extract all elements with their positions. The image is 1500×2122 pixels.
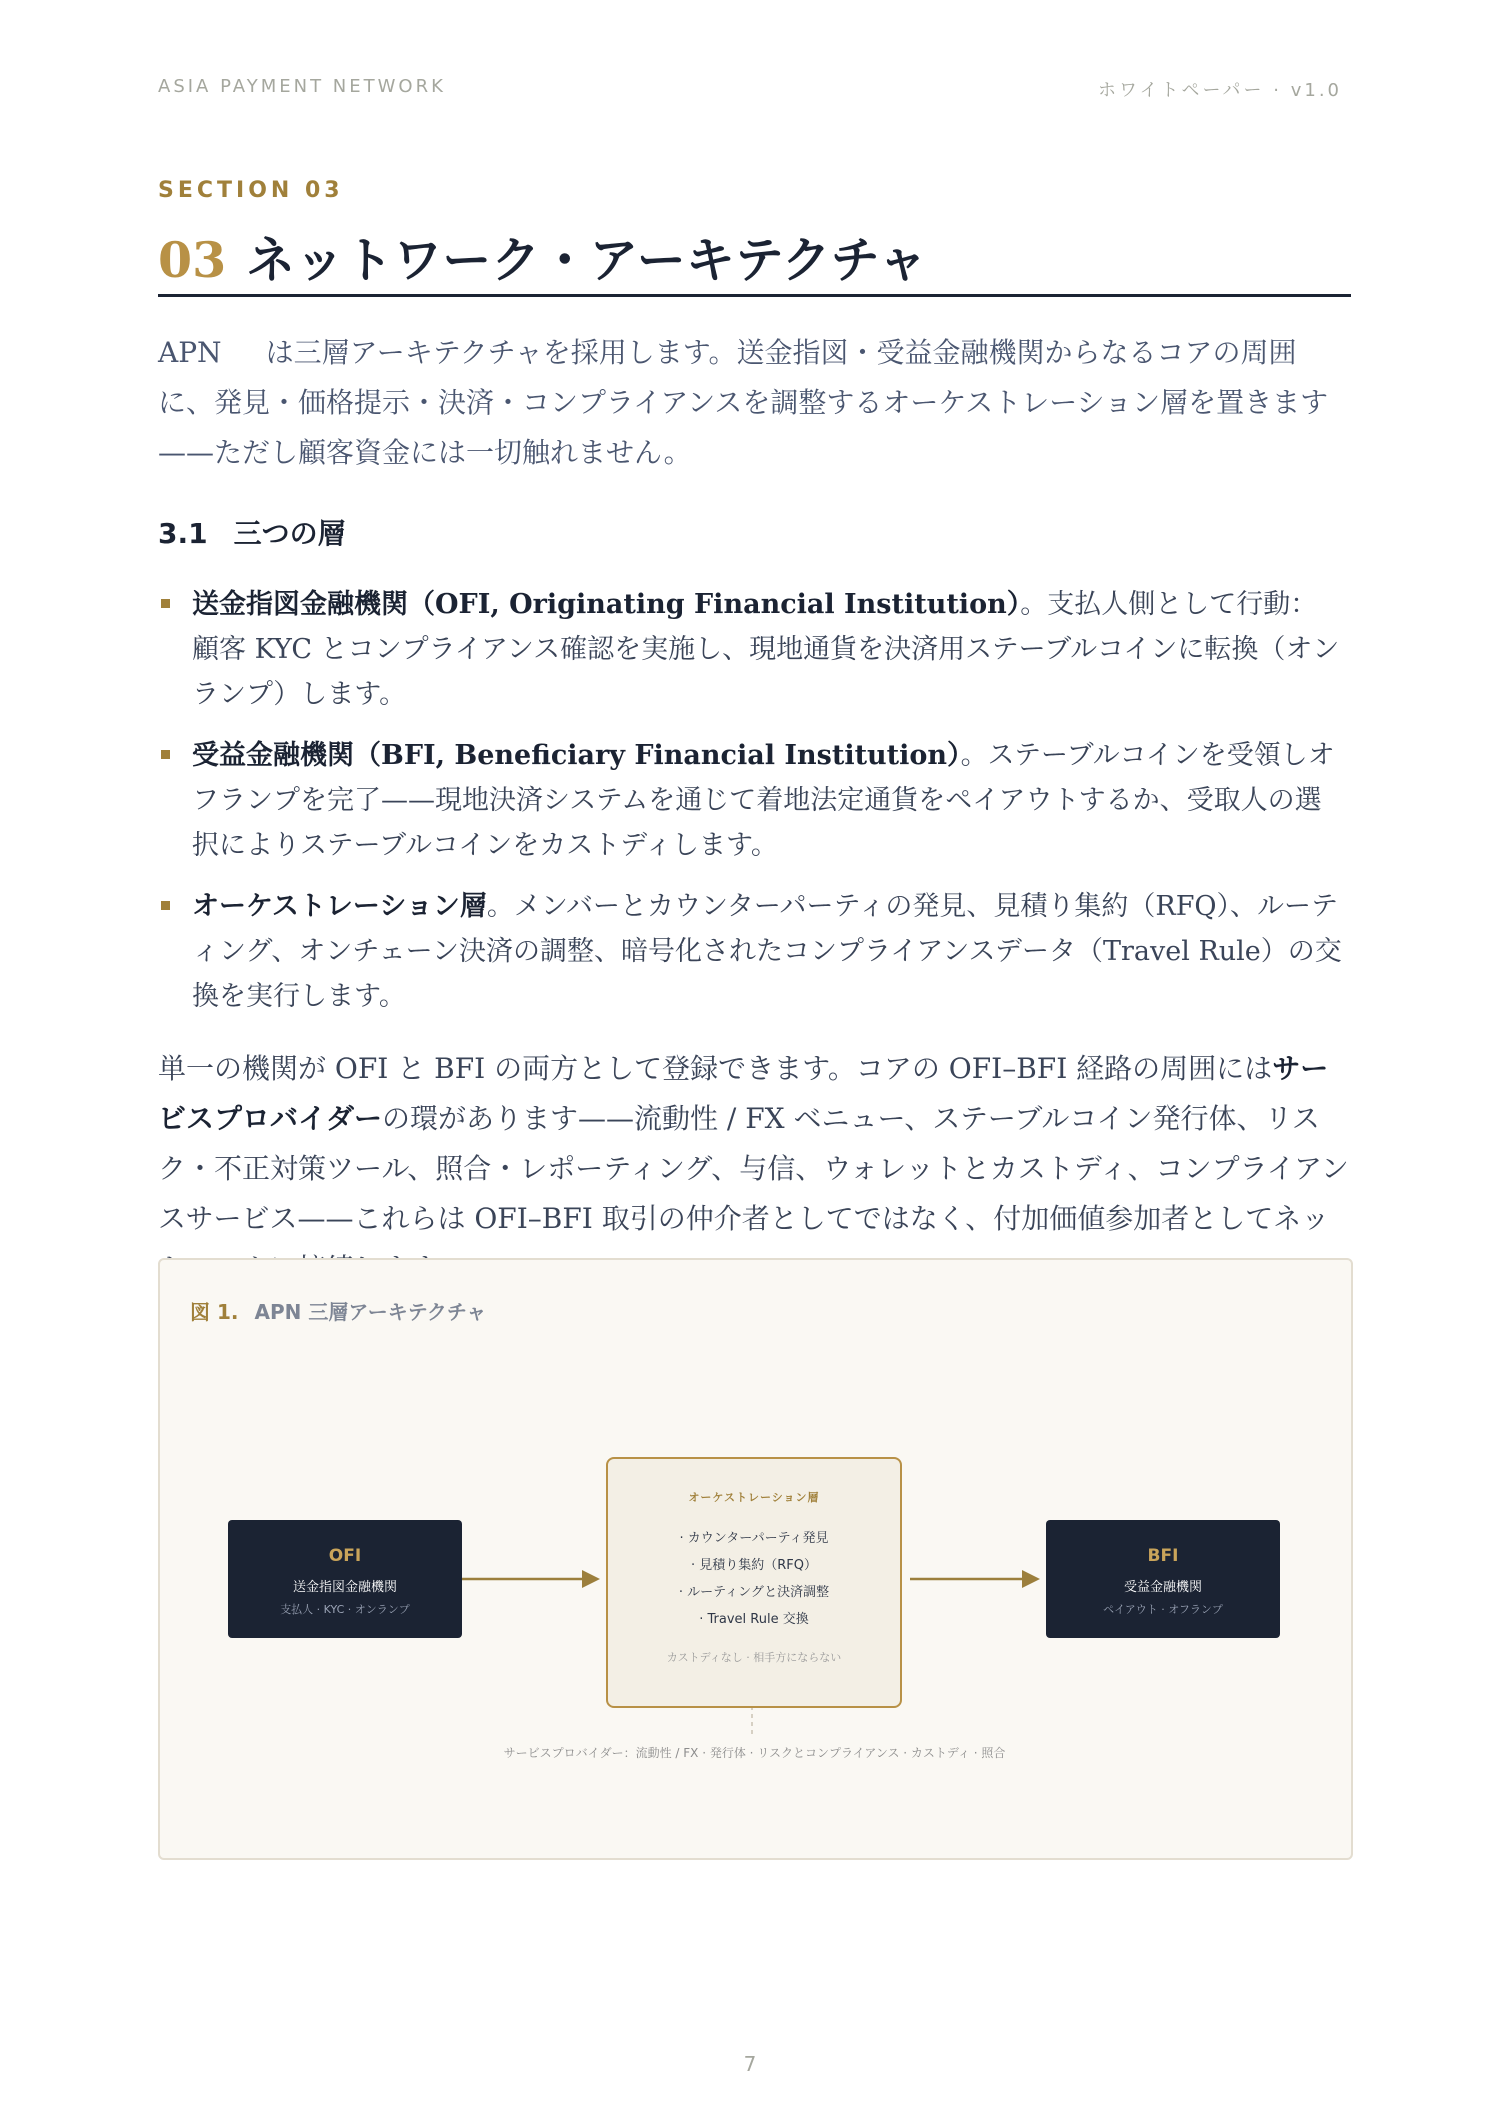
- bfi-detail: ペイアウト · オフランプ: [1103, 1603, 1223, 1616]
- orchestration-box: [606, 1457, 902, 1708]
- arrowhead-bfi: [1022, 1570, 1040, 1588]
- paragraph-bold: サービスプロバイダー: [158, 1052, 1329, 1135]
- orchestration-note: カストディなし · 相手方にならない: [666, 1651, 842, 1664]
- section-title-text: ネットワーク・アーキテクチャ: [246, 231, 928, 289]
- running-header-right: ホワイトペーパー · v1.0: [1097, 80, 1342, 101]
- bfi-sub: 受益金融機関: [1123, 1580, 1202, 1595]
- orchestration-item: · ルーティングと決済調整: [678, 1585, 830, 1600]
- ofi-name: OFI: [328, 1546, 362, 1566]
- running-header-left: ASIA PAYMENT NETWORK: [158, 76, 446, 97]
- intro-brand: APN: [158, 336, 222, 369]
- orchestration-title: オーケストレーション層: [688, 1491, 820, 1504]
- figure-caption-text: APN 三層アーキテクチャ: [254, 1300, 487, 1324]
- bfi-name: BFI: [1147, 1546, 1179, 1566]
- subsection-title: 三つの層: [233, 517, 346, 550]
- service-providers-note: サービスプロバイダー：流動性 / FX · 発行体 · リスクとコンプライアンス · カストディ · 照合: [503, 1746, 1006, 1760]
- ofi-detail: 支払人 · KYC · オンランプ: [280, 1603, 410, 1616]
- orchestration-item: · Travel Rule 交換: [699, 1612, 809, 1627]
- bullet-term: 受益金融機関（BFI, Beneficiary Financial Institution）: [192, 740, 961, 771]
- bfi-box: [1046, 1520, 1280, 1638]
- bullet-text: 。メンバーとカウンターパーティの発見、見積り集約（RFQ）、ルーティング、オンチェーン決済の調整、暗号化されたコンプライアンスデータ（Travel Rule）の交換を実行します。: [192, 891, 1342, 1012]
- section-label: SECTION 03: [158, 178, 344, 203]
- paragraph-text: の環があります——流動性 / FX ベニュー、ステーブルコイン発行体、リスク・不正対策ツール、照合・レポーティング、与信、ウォレットとカストディ、コンプライアンスサービス——これらは OFI–BFI 取引の仲介者としてではなく、付加価値参加者としてネッ: [158, 1102, 1349, 1235]
- bullet-term: 送金指図金融機関（OFI, Originating Financial Institution）: [192, 589, 1021, 620]
- bullet-term: オーケストレーション層: [192, 891, 487, 922]
- bullet-text: 。ステーブルコインを受領しオフランプを完了——現地決済システムを通じて着地法定通貨をペイアウトするか、受取人の選択によりステーブルコインをカストディします。: [192, 740, 1335, 861]
- page-number: 7: [743, 2052, 757, 2076]
- orchestration-item: · 見積り集約（RFQ）: [690, 1558, 817, 1573]
- figure-number: 図 1.: [190, 1300, 239, 1324]
- bullet-text: 。支払人側として行動：顧客 KYC とコンプライアンス確認を実施し、現地通貨を決済用ステーブルコインに転換（オンランプ）します。: [192, 589, 1340, 710]
- arrowhead-ofi: [582, 1570, 600, 1588]
- intro-text: は三層アーキテクチャを採用します。送金指図・受益金融機関からなるコアの周囲に、発見・価格提示・決済・コンプライアンスを調整するオーケストレーション層を置きます——ただし顧客資金には一切触れません。: [158, 336, 1329, 469]
- ofi-sub: 送金指図金融機関: [292, 1580, 397, 1595]
- orchestration-items: [608, 1525, 900, 1633]
- paragraph-text: 単一の機関が OFI と BFI の両方として登録できます。コアの OFI–BFI 経路の周囲には: [158, 1052, 1273, 1085]
- ofi-box: [228, 1520, 462, 1638]
- subsection-number: 3.1: [158, 517, 208, 550]
- orchestration-item: · カウンターパーティ発見: [679, 1531, 829, 1546]
- section-number: 03: [158, 231, 227, 289]
